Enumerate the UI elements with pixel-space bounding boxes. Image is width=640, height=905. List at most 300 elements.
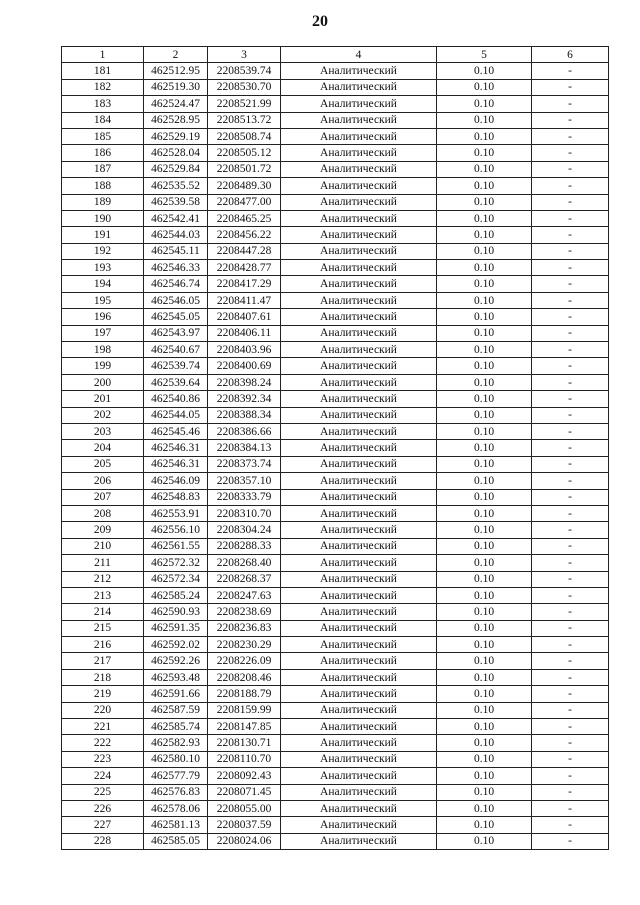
table-row	[62, 489, 609, 505]
point-number-cell: 205	[62, 456, 144, 472]
method-cell: Аналитический	[281, 702, 437, 718]
x-coordinate-cell: 462561.55	[144, 538, 208, 554]
point-number-cell: 206	[62, 473, 144, 489]
x-coordinate-cell: 462572.32	[144, 555, 208, 571]
method-cell: Аналитический	[281, 79, 437, 95]
accuracy-cell: 0.10	[437, 96, 532, 112]
method-cell: Аналитический	[281, 145, 437, 161]
point-number-cell: 225	[62, 784, 144, 800]
point-number-cell: 219	[62, 686, 144, 702]
x-coordinate-cell: 462545.46	[144, 423, 208, 439]
point-number-cell: 185	[62, 128, 144, 144]
x-coordinate-cell: 462590.93	[144, 604, 208, 620]
note-cell: -	[532, 128, 609, 144]
x-coordinate-cell: 462540.67	[144, 342, 208, 358]
method-cell: Аналитический	[281, 112, 437, 128]
point-number-cell: 194	[62, 276, 144, 292]
method-cell: Аналитический	[281, 325, 437, 341]
x-coordinate-cell: 462545.11	[144, 243, 208, 259]
method-cell: Аналитический	[281, 128, 437, 144]
method-cell: Аналитический	[281, 800, 437, 816]
y-coordinate-cell: 2208092.43	[208, 768, 281, 784]
note-cell: -	[532, 440, 609, 456]
table-row	[62, 292, 609, 308]
x-coordinate-cell: 462572.34	[144, 571, 208, 587]
point-number-cell: 198	[62, 342, 144, 358]
method-cell: Аналитический	[281, 833, 437, 849]
x-coordinate-cell: 462544.05	[144, 407, 208, 423]
y-coordinate-cell: 2208392.34	[208, 391, 281, 407]
y-coordinate-cell: 2208024.06	[208, 833, 281, 849]
method-cell: Аналитический	[281, 407, 437, 423]
method-cell: Аналитический	[281, 96, 437, 112]
accuracy-cell: 0.10	[437, 505, 532, 521]
point-number-cell: 197	[62, 325, 144, 341]
note-cell: -	[532, 161, 609, 177]
accuracy-cell: 0.10	[437, 817, 532, 833]
point-number-cell: 200	[62, 374, 144, 390]
accuracy-cell: 0.10	[437, 538, 532, 554]
method-cell: Аналитический	[281, 817, 437, 833]
method-cell: Аналитический	[281, 309, 437, 325]
method-cell: Аналитический	[281, 522, 437, 538]
note-cell: -	[532, 505, 609, 521]
note-cell: -	[532, 702, 609, 718]
table-row	[62, 719, 609, 735]
column-header-2: 2	[144, 47, 208, 63]
y-coordinate-cell: 2208304.24	[208, 522, 281, 538]
accuracy-cell: 0.10	[437, 243, 532, 259]
accuracy-cell: 0.10	[437, 784, 532, 800]
x-coordinate-cell: 462546.31	[144, 440, 208, 456]
y-coordinate-cell: 2208310.70	[208, 505, 281, 521]
x-coordinate-cell: 462577.79	[144, 768, 208, 784]
y-coordinate-cell: 2208147.85	[208, 719, 281, 735]
method-cell: Аналитический	[281, 342, 437, 358]
table-row	[62, 194, 609, 210]
accuracy-cell: 0.10	[437, 669, 532, 685]
method-cell: Аналитический	[281, 587, 437, 603]
x-coordinate-cell: 462539.64	[144, 374, 208, 390]
point-number-cell: 215	[62, 620, 144, 636]
method-cell: Аналитический	[281, 210, 437, 226]
method-cell: Аналитический	[281, 686, 437, 702]
note-cell: -	[532, 604, 609, 620]
method-cell: Аналитический	[281, 227, 437, 243]
table-row	[62, 473, 609, 489]
table-row	[62, 522, 609, 538]
y-coordinate-cell: 2208407.61	[208, 309, 281, 325]
note-cell: -	[532, 276, 609, 292]
y-coordinate-cell: 2208238.69	[208, 604, 281, 620]
method-cell: Аналитический	[281, 489, 437, 505]
y-coordinate-cell: 2208501.72	[208, 161, 281, 177]
note-cell: -	[532, 325, 609, 341]
y-coordinate-cell: 2208247.63	[208, 587, 281, 603]
y-coordinate-cell: 2208226.09	[208, 653, 281, 669]
y-coordinate-cell: 2208539.74	[208, 63, 281, 79]
method-cell: Аналитический	[281, 374, 437, 390]
x-coordinate-cell: 462593.48	[144, 669, 208, 685]
y-coordinate-cell: 2208386.66	[208, 423, 281, 439]
point-number-cell: 182	[62, 79, 144, 95]
method-cell: Аналитический	[281, 669, 437, 685]
y-coordinate-cell: 2208373.74	[208, 456, 281, 472]
x-coordinate-cell: 462582.93	[144, 735, 208, 751]
table-row	[62, 505, 609, 521]
note-cell: -	[532, 620, 609, 636]
point-number-cell: 207	[62, 489, 144, 505]
y-coordinate-cell: 2208489.30	[208, 178, 281, 194]
point-number-cell: 217	[62, 653, 144, 669]
note-cell: -	[532, 194, 609, 210]
x-coordinate-cell: 462576.83	[144, 784, 208, 800]
table-row	[62, 309, 609, 325]
point-number-cell: 208	[62, 505, 144, 521]
method-cell: Аналитический	[281, 768, 437, 784]
y-coordinate-cell: 2208406.11	[208, 325, 281, 341]
accuracy-cell: 0.10	[437, 128, 532, 144]
note-cell: -	[532, 391, 609, 407]
accuracy-cell: 0.10	[437, 325, 532, 341]
note-cell: -	[532, 456, 609, 472]
accuracy-cell: 0.10	[437, 456, 532, 472]
point-number-cell: 211	[62, 555, 144, 571]
accuracy-cell: 0.10	[437, 210, 532, 226]
note-cell: -	[532, 800, 609, 816]
table-row	[62, 440, 609, 456]
y-coordinate-cell: 2208230.29	[208, 637, 281, 653]
method-cell: Аналитический	[281, 178, 437, 194]
point-number-cell: 209	[62, 522, 144, 538]
point-number-cell: 189	[62, 194, 144, 210]
y-coordinate-cell: 2208268.40	[208, 555, 281, 571]
y-coordinate-cell: 2208456.22	[208, 227, 281, 243]
note-cell: -	[532, 292, 609, 308]
accuracy-cell: 0.10	[437, 800, 532, 816]
y-coordinate-cell: 2208505.12	[208, 145, 281, 161]
note-cell: -	[532, 309, 609, 325]
accuracy-cell: 0.10	[437, 79, 532, 95]
point-number-cell: 213	[62, 587, 144, 603]
x-coordinate-cell: 462591.66	[144, 686, 208, 702]
point-number-cell: 218	[62, 669, 144, 685]
method-cell: Аналитический	[281, 751, 437, 767]
point-number-cell: 227	[62, 817, 144, 833]
method-cell: Аналитический	[281, 505, 437, 521]
table-row	[62, 178, 609, 194]
y-coordinate-cell: 2208130.71	[208, 735, 281, 751]
accuracy-cell: 0.10	[437, 522, 532, 538]
method-cell: Аналитический	[281, 571, 437, 587]
method-cell: Аналитический	[281, 194, 437, 210]
y-coordinate-cell: 2208477.00	[208, 194, 281, 210]
table-row	[62, 79, 609, 95]
table-row	[62, 210, 609, 226]
table-row	[62, 735, 609, 751]
accuracy-cell: 0.10	[437, 407, 532, 423]
column-header-4: 4	[281, 47, 437, 63]
accuracy-cell: 0.10	[437, 112, 532, 128]
accuracy-cell: 0.10	[437, 620, 532, 636]
note-cell: -	[532, 260, 609, 276]
point-number-cell: 186	[62, 145, 144, 161]
accuracy-cell: 0.10	[437, 440, 532, 456]
x-coordinate-cell: 462529.84	[144, 161, 208, 177]
x-coordinate-cell: 462512.95	[144, 63, 208, 79]
point-number-cell: 222	[62, 735, 144, 751]
accuracy-cell: 0.10	[437, 833, 532, 849]
table-row	[62, 784, 609, 800]
accuracy-cell: 0.10	[437, 768, 532, 784]
note-cell: -	[532, 735, 609, 751]
table-row	[62, 456, 609, 472]
point-number-cell: 214	[62, 604, 144, 620]
table-row	[62, 128, 609, 144]
note-cell: -	[532, 145, 609, 161]
note-cell: -	[532, 358, 609, 374]
y-coordinate-cell: 2208417.29	[208, 276, 281, 292]
accuracy-cell: 0.10	[437, 751, 532, 767]
table-row	[62, 587, 609, 603]
y-coordinate-cell: 2208357.10	[208, 473, 281, 489]
x-coordinate-cell: 462528.04	[144, 145, 208, 161]
x-coordinate-cell: 462578.06	[144, 800, 208, 816]
point-number-cell: 187	[62, 161, 144, 177]
coordinates-table	[61, 46, 609, 850]
accuracy-cell: 0.10	[437, 473, 532, 489]
note-cell: -	[532, 178, 609, 194]
x-coordinate-cell: 462546.74	[144, 276, 208, 292]
point-number-cell: 212	[62, 571, 144, 587]
x-coordinate-cell: 462591.35	[144, 620, 208, 636]
method-cell: Аналитический	[281, 735, 437, 751]
table-row	[62, 227, 609, 243]
note-cell: -	[532, 669, 609, 685]
accuracy-cell: 0.10	[437, 374, 532, 390]
point-number-cell: 220	[62, 702, 144, 718]
table-row	[62, 112, 609, 128]
point-number-cell: 195	[62, 292, 144, 308]
table-row	[62, 669, 609, 685]
table-header	[62, 47, 609, 63]
table-row	[62, 538, 609, 554]
method-cell: Аналитический	[281, 456, 437, 472]
x-coordinate-cell: 462540.86	[144, 391, 208, 407]
point-number-cell: 192	[62, 243, 144, 259]
note-cell: -	[532, 489, 609, 505]
column-header-5: 5	[437, 47, 532, 63]
accuracy-cell: 0.10	[437, 653, 532, 669]
table-row	[62, 653, 609, 669]
table-body	[62, 63, 609, 850]
accuracy-cell: 0.10	[437, 358, 532, 374]
y-coordinate-cell: 2208037.59	[208, 817, 281, 833]
method-cell: Аналитический	[281, 358, 437, 374]
method-cell: Аналитический	[281, 555, 437, 571]
y-coordinate-cell: 2208447.28	[208, 243, 281, 259]
method-cell: Аналитический	[281, 440, 437, 456]
point-number-cell: 221	[62, 719, 144, 735]
y-coordinate-cell: 2208403.96	[208, 342, 281, 358]
method-cell: Аналитический	[281, 161, 437, 177]
note-cell: -	[532, 719, 609, 735]
accuracy-cell: 0.10	[437, 702, 532, 718]
table-row	[62, 96, 609, 112]
header-row	[62, 47, 609, 63]
table-row	[62, 833, 609, 849]
x-coordinate-cell: 462544.03	[144, 227, 208, 243]
y-coordinate-cell: 2208055.00	[208, 800, 281, 816]
note-cell: -	[532, 423, 609, 439]
x-coordinate-cell: 462529.19	[144, 128, 208, 144]
point-number-cell: 210	[62, 538, 144, 554]
note-cell: -	[532, 751, 609, 767]
x-coordinate-cell: 462546.05	[144, 292, 208, 308]
note-cell: -	[532, 833, 609, 849]
point-number-cell: 188	[62, 178, 144, 194]
x-coordinate-cell: 462585.74	[144, 719, 208, 735]
method-cell: Аналитический	[281, 63, 437, 79]
accuracy-cell: 0.10	[437, 489, 532, 505]
table-row	[62, 604, 609, 620]
page-number: 20	[312, 13, 328, 30]
point-number-cell: 183	[62, 96, 144, 112]
note-cell: -	[532, 243, 609, 259]
method-cell: Аналитический	[281, 243, 437, 259]
table-row	[62, 800, 609, 816]
accuracy-cell: 0.10	[437, 719, 532, 735]
method-cell: Аналитический	[281, 784, 437, 800]
point-number-cell: 193	[62, 260, 144, 276]
x-coordinate-cell: 462585.05	[144, 833, 208, 849]
y-coordinate-cell: 2208411.47	[208, 292, 281, 308]
y-coordinate-cell: 2208071.45	[208, 784, 281, 800]
note-cell: -	[532, 227, 609, 243]
table-row	[62, 637, 609, 653]
table-row	[62, 325, 609, 341]
x-coordinate-cell: 462556.10	[144, 522, 208, 538]
point-number-cell: 216	[62, 637, 144, 653]
point-number-cell: 196	[62, 309, 144, 325]
table-row	[62, 407, 609, 423]
accuracy-cell: 0.10	[437, 145, 532, 161]
note-cell: -	[532, 374, 609, 390]
x-coordinate-cell: 462592.26	[144, 653, 208, 669]
note-cell: -	[532, 768, 609, 784]
table-row	[62, 374, 609, 390]
y-coordinate-cell: 2208508.74	[208, 128, 281, 144]
table-row	[62, 817, 609, 833]
y-coordinate-cell: 2208513.72	[208, 112, 281, 128]
point-number-cell: 184	[62, 112, 144, 128]
x-coordinate-cell: 462539.74	[144, 358, 208, 374]
accuracy-cell: 0.10	[437, 260, 532, 276]
x-coordinate-cell: 462546.31	[144, 456, 208, 472]
accuracy-cell: 0.10	[437, 686, 532, 702]
table-row	[62, 571, 609, 587]
note-cell: -	[532, 407, 609, 423]
accuracy-cell: 0.10	[437, 309, 532, 325]
y-coordinate-cell: 2208208.46	[208, 669, 281, 685]
method-cell: Аналитический	[281, 292, 437, 308]
accuracy-cell: 0.10	[437, 178, 532, 194]
note-cell: -	[532, 587, 609, 603]
point-number-cell: 181	[62, 63, 144, 79]
y-coordinate-cell: 2208236.83	[208, 620, 281, 636]
point-number-cell: 190	[62, 210, 144, 226]
point-number-cell: 199	[62, 358, 144, 374]
table-row	[62, 555, 609, 571]
x-coordinate-cell: 462545.05	[144, 309, 208, 325]
method-cell: Аналитический	[281, 620, 437, 636]
note-cell: -	[532, 817, 609, 833]
y-coordinate-cell: 2208110.70	[208, 751, 281, 767]
table-row	[62, 751, 609, 767]
x-coordinate-cell: 462546.33	[144, 260, 208, 276]
x-coordinate-cell: 462519.30	[144, 79, 208, 95]
table-row	[62, 686, 609, 702]
table-row	[62, 260, 609, 276]
method-cell: Аналитический	[281, 604, 437, 620]
accuracy-cell: 0.10	[437, 423, 532, 439]
y-coordinate-cell: 2208388.34	[208, 407, 281, 423]
column-header-3: 3	[208, 47, 281, 63]
note-cell: -	[532, 686, 609, 702]
method-cell: Аналитический	[281, 473, 437, 489]
y-coordinate-cell: 2208465.25	[208, 210, 281, 226]
point-number-cell: 228	[62, 833, 144, 849]
x-coordinate-cell: 462539.58	[144, 194, 208, 210]
point-number-cell: 203	[62, 423, 144, 439]
accuracy-cell: 0.10	[437, 637, 532, 653]
table-row	[62, 243, 609, 259]
note-cell: -	[532, 522, 609, 538]
x-coordinate-cell: 462580.10	[144, 751, 208, 767]
method-cell: Аналитический	[281, 391, 437, 407]
x-coordinate-cell: 462528.95	[144, 112, 208, 128]
y-coordinate-cell: 2208288.33	[208, 538, 281, 554]
point-number-cell: 201	[62, 391, 144, 407]
table-row	[62, 358, 609, 374]
note-cell: -	[532, 784, 609, 800]
y-coordinate-cell: 2208398.24	[208, 374, 281, 390]
accuracy-cell: 0.10	[437, 391, 532, 407]
note-cell: -	[532, 96, 609, 112]
y-coordinate-cell: 2208428.77	[208, 260, 281, 276]
accuracy-cell: 0.10	[437, 571, 532, 587]
note-cell: -	[532, 210, 609, 226]
point-number-cell: 204	[62, 440, 144, 456]
accuracy-cell: 0.10	[437, 276, 532, 292]
note-cell: -	[532, 571, 609, 587]
note-cell: -	[532, 79, 609, 95]
x-coordinate-cell: 462581.13	[144, 817, 208, 833]
method-cell: Аналитический	[281, 637, 437, 653]
x-coordinate-cell: 462587.59	[144, 702, 208, 718]
table-row	[62, 423, 609, 439]
point-number-cell: 226	[62, 800, 144, 816]
accuracy-cell: 0.10	[437, 735, 532, 751]
y-coordinate-cell: 2208159.99	[208, 702, 281, 718]
x-coordinate-cell: 462548.83	[144, 489, 208, 505]
note-cell: -	[532, 555, 609, 571]
x-coordinate-cell: 462543.97	[144, 325, 208, 341]
point-number-cell: 223	[62, 751, 144, 767]
table-row	[62, 342, 609, 358]
table-row	[62, 620, 609, 636]
accuracy-cell: 0.10	[437, 63, 532, 79]
